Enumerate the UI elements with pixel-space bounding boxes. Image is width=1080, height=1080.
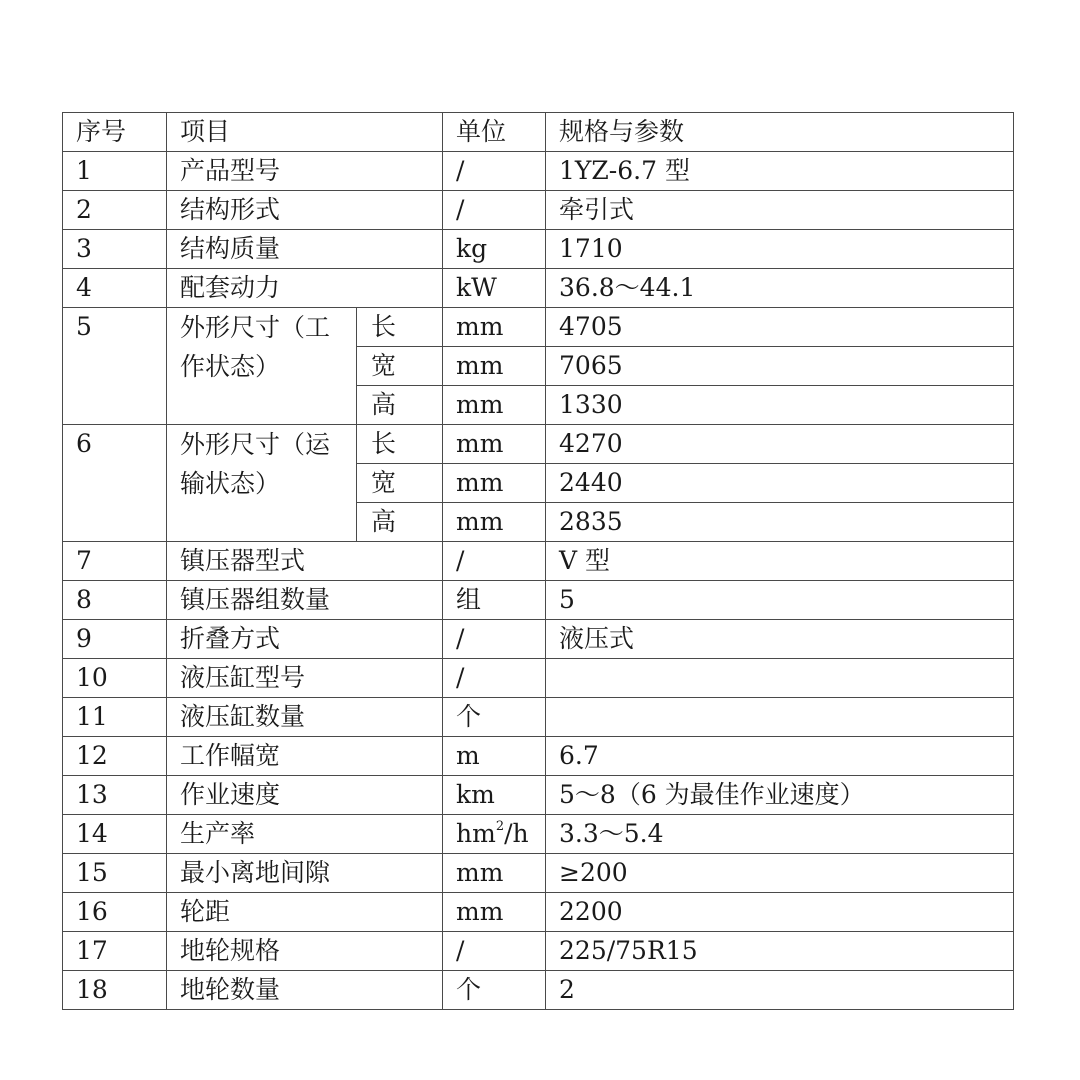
row-value bbox=[546, 659, 1014, 698]
row-value: 5～8（6 为最佳作业速度） bbox=[546, 776, 1014, 815]
row-unit: 个 bbox=[443, 971, 546, 1010]
row-unit: kW bbox=[443, 269, 546, 308]
row-unit: mm bbox=[443, 893, 546, 932]
row-item: 外形尺寸（工作状态） bbox=[167, 308, 357, 425]
header-unit: 单位 bbox=[443, 113, 546, 152]
row-item: 折叠方式 bbox=[167, 620, 443, 659]
table-row bbox=[63, 425, 1014, 464]
row-value: 4705 bbox=[546, 308, 1014, 347]
row-value bbox=[546, 698, 1014, 737]
row-value: 牵引式 bbox=[546, 191, 1014, 230]
row-unit: mm bbox=[443, 854, 546, 893]
spec-table bbox=[62, 112, 1014, 1010]
row-value: 2835 bbox=[546, 503, 1014, 542]
row-value: 225/75R15 bbox=[546, 932, 1014, 971]
row-number: 4 bbox=[63, 269, 167, 308]
table-row bbox=[63, 776, 1014, 815]
header-item: 项目 bbox=[167, 113, 443, 152]
row-item: 工作幅宽 bbox=[167, 737, 443, 776]
row-item: 液压缸型号 bbox=[167, 659, 443, 698]
row-number: 10 bbox=[63, 659, 167, 698]
row-number: 14 bbox=[63, 815, 167, 854]
row-item: 产品型号 bbox=[167, 152, 443, 191]
unit-tail: /h bbox=[504, 819, 529, 848]
row-unit: mm bbox=[443, 503, 546, 542]
row-number: 11 bbox=[63, 698, 167, 737]
row-unit: / bbox=[443, 620, 546, 659]
row-unit: mm bbox=[443, 308, 546, 347]
sub-dimension: 高 bbox=[357, 386, 443, 425]
row-value: V 型 bbox=[546, 542, 1014, 581]
row-item: 镇压器组数量 bbox=[167, 581, 443, 620]
row-value: 2200 bbox=[546, 893, 1014, 932]
table-row bbox=[63, 737, 1014, 776]
row-value: 4270 bbox=[546, 425, 1014, 464]
row-unit: 组 bbox=[443, 581, 546, 620]
row-number: 18 bbox=[63, 971, 167, 1010]
row-item: 地轮规格 bbox=[167, 932, 443, 971]
row-number: 7 bbox=[63, 542, 167, 581]
row-number: 13 bbox=[63, 776, 167, 815]
sub-dimension: 高 bbox=[357, 503, 443, 542]
row-item: 结构质量 bbox=[167, 230, 443, 269]
row-value: 36.8～44.1 bbox=[546, 269, 1014, 308]
row-unit: / bbox=[443, 659, 546, 698]
table-row bbox=[63, 542, 1014, 581]
row-value: 2440 bbox=[546, 464, 1014, 503]
table-row bbox=[63, 230, 1014, 269]
table-row bbox=[63, 971, 1014, 1010]
table-row bbox=[63, 659, 1014, 698]
row-value: 液压式 bbox=[546, 620, 1014, 659]
row-value: 3.3～5.4 bbox=[546, 815, 1014, 854]
row-number: 16 bbox=[63, 893, 167, 932]
row-item: 生产率 bbox=[167, 815, 443, 854]
row-number: 5 bbox=[63, 308, 167, 425]
table-row bbox=[63, 893, 1014, 932]
row-number: 2 bbox=[63, 191, 167, 230]
row-item: 地轮数量 bbox=[167, 971, 443, 1010]
row-unit: km bbox=[443, 776, 546, 815]
table-row bbox=[63, 581, 1014, 620]
row-unit: m bbox=[443, 737, 546, 776]
row-item: 作业速度 bbox=[167, 776, 443, 815]
header-spec: 规格与参数 bbox=[546, 113, 1014, 152]
sub-dimension: 长 bbox=[357, 308, 443, 347]
row-value: 6.7 bbox=[546, 737, 1014, 776]
row-value: 7065 bbox=[546, 347, 1014, 386]
table-row bbox=[63, 932, 1014, 971]
row-value: 5 bbox=[546, 581, 1014, 620]
sub-dimension: 宽 bbox=[357, 347, 443, 386]
header-index: 序号 bbox=[63, 113, 167, 152]
table-row bbox=[63, 620, 1014, 659]
row-item: 最小离地间隙 bbox=[167, 854, 443, 893]
row-unit bbox=[443, 815, 546, 854]
row-number: 8 bbox=[63, 581, 167, 620]
row-number: 6 bbox=[63, 425, 167, 542]
table-row bbox=[63, 308, 1014, 347]
row-value: 2 bbox=[546, 971, 1014, 1010]
row-value: 1YZ-6.7 型 bbox=[546, 152, 1014, 191]
row-value: ≥200 bbox=[546, 854, 1014, 893]
table-row bbox=[63, 269, 1014, 308]
row-value: 1330 bbox=[546, 386, 1014, 425]
row-item: 结构形式 bbox=[167, 191, 443, 230]
row-unit: mm bbox=[443, 386, 546, 425]
table-row bbox=[63, 815, 1014, 854]
row-value: 1710 bbox=[546, 230, 1014, 269]
row-unit: mm bbox=[443, 464, 546, 503]
row-unit: / bbox=[443, 152, 546, 191]
row-item: 外形尺寸（运输状态） bbox=[167, 425, 357, 542]
table-header-row bbox=[63, 113, 1014, 152]
row-unit: / bbox=[443, 542, 546, 581]
table-row bbox=[63, 191, 1014, 230]
row-item: 液压缸数量 bbox=[167, 698, 443, 737]
row-item: 镇压器型式 bbox=[167, 542, 443, 581]
row-unit: mm bbox=[443, 347, 546, 386]
row-number: 17 bbox=[63, 932, 167, 971]
unit-base: hm bbox=[456, 819, 496, 848]
sub-dimension: 宽 bbox=[357, 464, 443, 503]
row-unit: / bbox=[443, 932, 546, 971]
sub-dimension: 长 bbox=[357, 425, 443, 464]
row-unit: mm bbox=[443, 425, 546, 464]
row-number: 1 bbox=[63, 152, 167, 191]
row-unit: / bbox=[443, 191, 546, 230]
table-row bbox=[63, 152, 1014, 191]
row-item: 配套动力 bbox=[167, 269, 443, 308]
table-row bbox=[63, 698, 1014, 737]
unit-superscript: 2 bbox=[495, 819, 505, 834]
row-number: 3 bbox=[63, 230, 167, 269]
row-unit: 个 bbox=[443, 698, 546, 737]
row-unit: kg bbox=[443, 230, 546, 269]
table-row bbox=[63, 854, 1014, 893]
row-item: 轮距 bbox=[167, 893, 443, 932]
row-number: 15 bbox=[63, 854, 167, 893]
row-number: 12 bbox=[63, 737, 167, 776]
row-number: 9 bbox=[63, 620, 167, 659]
